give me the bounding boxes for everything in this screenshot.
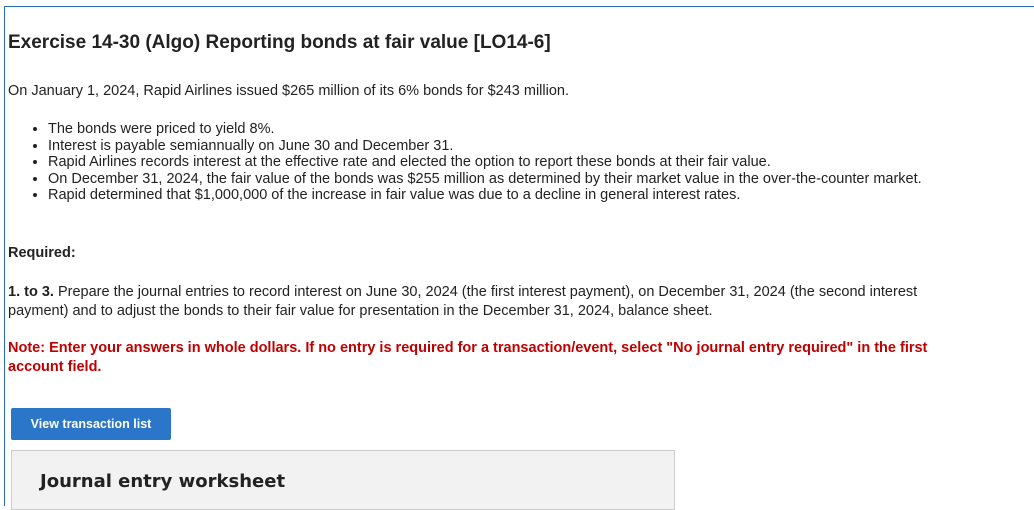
requirement-text: Prepare the journal entries to record interest on June 30, 2024 (the first interest payment), on December 31, 2024 (the second interest payment) and to adjust the bonds to their fair value for presentation in the December 31, 2024, balance sheet. [8, 284, 918, 319]
list-item: • Interest is payable semiannually on June 30 and December 31. [48, 138, 1008, 155]
worksheet-title: Journal entry worksheet [40, 471, 286, 492]
journal-entry-worksheet-panel [11, 450, 675, 510]
exercise-title: Exercise 14-30 (Algo) Reporting bonds at fair value [LO14-6] [8, 32, 551, 53]
answer-note: Note: Enter your answers in whole dollars. If no entry is required for a transaction/event, select "No journal entry required" in the first account field. [8, 340, 928, 375]
list-item: • Rapid Airlines records interest at the effective rate and elected the option to report these bonds at their fair value. [48, 154, 1008, 171]
view-transaction-list-button[interactable]: View transaction list [11, 408, 171, 440]
requirement-number: 1. to 3. [8, 284, 54, 300]
requirement-instruction [8, 283, 968, 320]
required-heading: Required: [8, 245, 76, 261]
facts-list [8, 121, 1008, 204]
list-item: • On December 31, 2024, the fair value of the bonds was $255 million as determined by their market value in the over-the-counter market. [48, 171, 1008, 188]
intro-paragraph: On January 1, 2024, Rapid Airlines issued $265 million of its 6% bonds for $243 million. [8, 83, 569, 99]
list-item: • Rapid determined that $1,000,000 of the increase in fair value was due to a decline in general interest rates. [48, 187, 1008, 204]
list-item: • The bonds were priced to yield 8%. [48, 121, 1008, 138]
